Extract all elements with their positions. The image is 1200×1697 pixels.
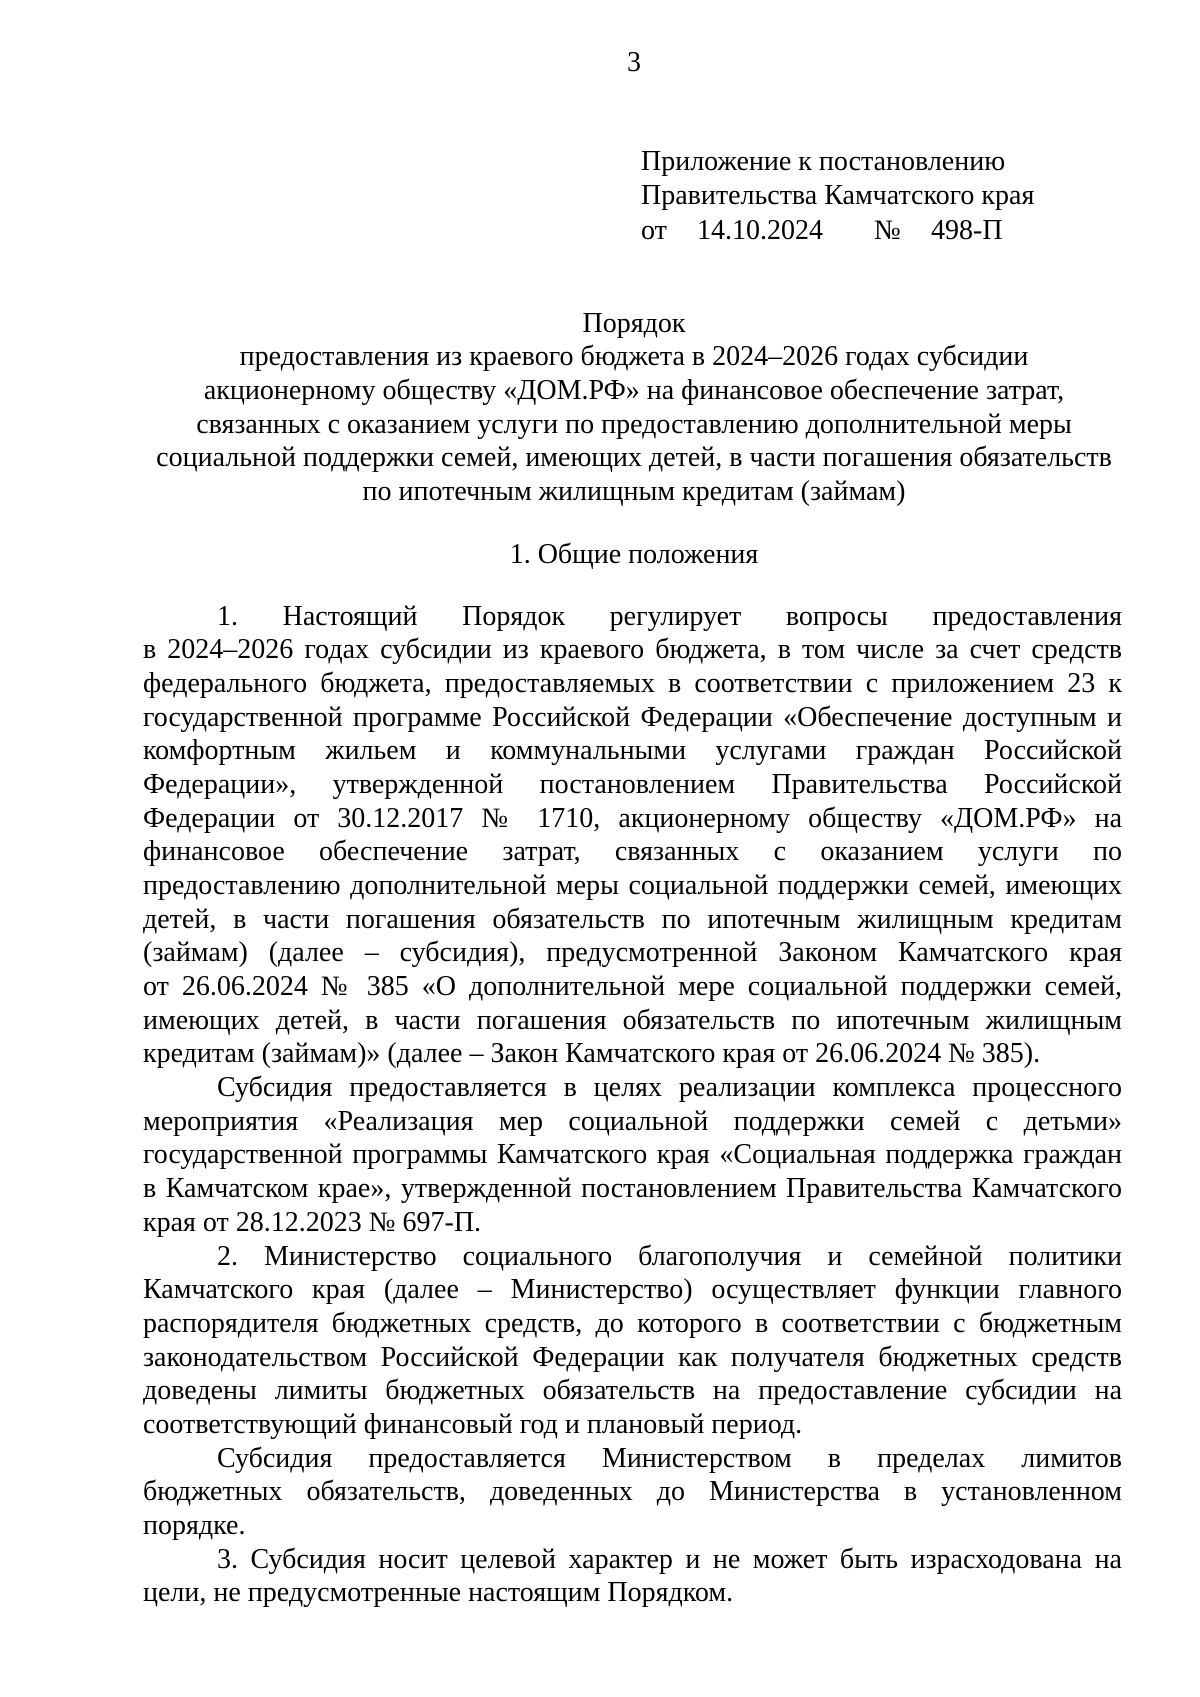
text-line: 2. Министерство социального благополучия и семейной политики <box>217 1241 1122 1272</box>
text-line: государственной программе Российской Федерации «Обеспечение доступным и <box>143 702 1122 733</box>
text-line: бюджетных обязательств, доведенных до Министерства в установленном <box>143 1476 1122 1507</box>
text-line: мероприятия «Реализация мер социальной поддержки семей с детьми» <box>143 1106 1122 1137</box>
text-line: законодательством Российской Федерации как получателя бюджетных средств <box>143 1342 1122 1373</box>
text-line: детей, в части погашения обязательств по ипотечным жилищным кредитам <box>143 904 1122 935</box>
text-line: финансовое обеспечение затрат, связанных с оказанием услуги по <box>143 836 1122 867</box>
appendix-date: 14.10.2024 <box>697 215 823 246</box>
appendix-line: Приложение к постановлению <box>641 146 1006 177</box>
title-line: предоставления из краевого бюджета в 2024–2026 годах субсидии <box>239 341 1029 372</box>
appendix-line: Правительства Камчатского края <box>641 180 1035 211</box>
text-line: доведены лимиты бюджетных обязательств на предоставление субсидии на <box>143 1375 1122 1406</box>
text-line: Камчатского края (далее – Министерство) осуществляет функции главного <box>143 1274 1122 1305</box>
page-number: 3 <box>627 47 641 78</box>
title-line: по ипотечным жилищным кредитам (займам) <box>362 476 906 507</box>
text-line: (займам) (далее – субсидия), предусмотренной Законом Камчатского края <box>143 937 1122 968</box>
title-line: связанных с оказанием услуги по предоставлению дополнительной меры <box>196 409 1072 440</box>
text-line: 1. Настоящий Порядок регулирует вопросы предоставления <box>217 601 1122 632</box>
text-line: в 2024–2026 годах субсидии из краевого бюджета, в том числе за счет средств <box>143 634 1122 665</box>
appendix-number: 498-П <box>931 215 1003 246</box>
text-line: имеющих детей, в части погашения обязательств по ипотечным жилищным <box>143 1005 1122 1036</box>
text-line: Субсидия предоставляется в целях реализации комплекса процессного <box>217 1072 1122 1103</box>
text-line: Субсидия предоставляется Министерством в пределах лимитов <box>217 1443 1122 1474</box>
text-line: 3. Субсидия носит целевой характер и не может быть израсходована на <box>217 1544 1122 1575</box>
text-line: в Камчатском крае», утвержденной постановлением Правительства Камчатского <box>143 1173 1122 1204</box>
text-line: кредитам (займам)» (далее – Закон Камчатского края от 26.06.2024 № 385). <box>143 1038 1041 1069</box>
text-line: предоставлению дополнительной меры социальной поддержки семей, имеющих <box>143 870 1122 901</box>
text-line: цели, не предусмотренные настоящим Порядком. <box>143 1577 734 1608</box>
text-line: государственной программы Камчатского края «Социальная поддержка граждан <box>143 1139 1122 1170</box>
text-line: порядке. <box>143 1510 246 1541</box>
text-line: соответствующий финансовый год и плановый период. <box>143 1409 803 1440</box>
appendix-from-label: от <box>641 215 667 246</box>
text-line: края от 28.12.2023 № 697-П. <box>143 1207 482 1238</box>
text-line: федерального бюджета, предоставляемых в соответствии с приложением 23 к <box>143 668 1122 699</box>
text-line: распорядителя бюджетных средств, до которого в соответствии с бюджетным <box>143 1308 1122 1339</box>
title-heading: Порядок <box>582 308 686 339</box>
text-line: от 26.06.2024 № 385 «О дополнительной мере социальной поддержки семей, <box>143 971 1122 1002</box>
title-line: акционерному обществу «ДОМ.РФ» на финансовое обеспечение затрат, <box>203 375 1065 406</box>
section-heading: 1. Общие положения <box>509 539 759 570</box>
text-line: Федерации», утвержденной постановлением Правительства Российской <box>143 769 1122 800</box>
text-line: Федерации от 30.12.2017 № 1710, акционерному обществу «ДОМ.РФ» на <box>143 803 1122 834</box>
text-line: комфортным жильем и коммунальными услугами граждан Российской <box>143 735 1122 766</box>
appendix-number-sign: № <box>874 215 901 246</box>
title-line: социальной поддержки семей, имеющих детей, в части погашения обязательств <box>156 442 1112 473</box>
